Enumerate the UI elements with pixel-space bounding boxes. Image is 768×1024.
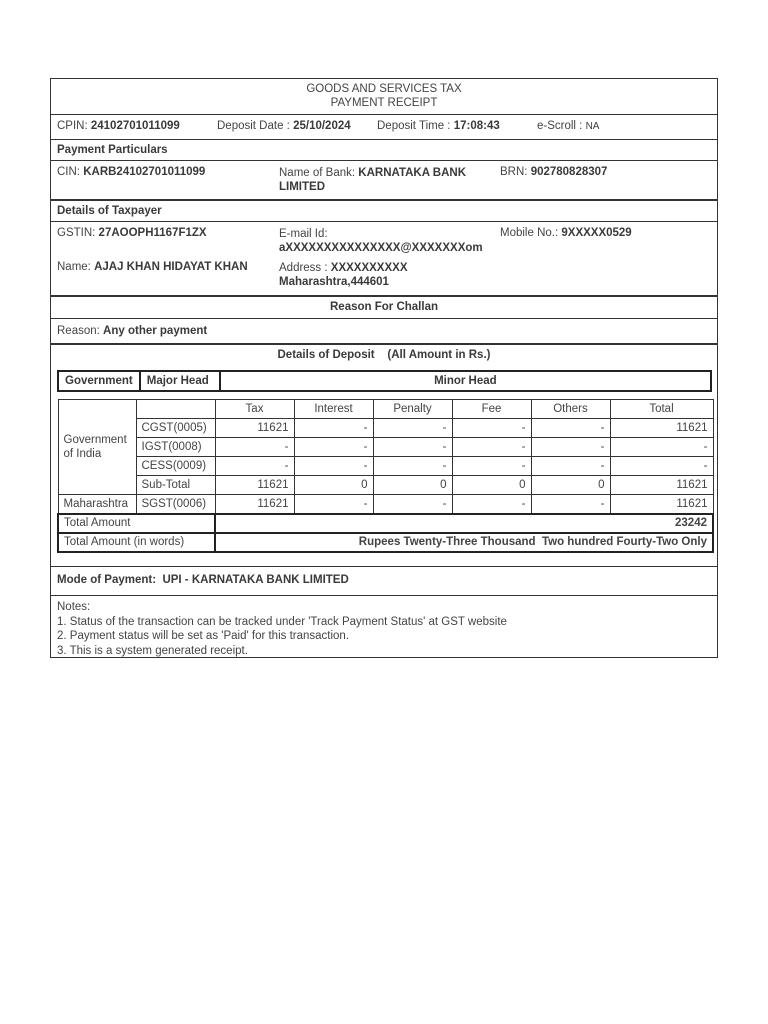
deposit-heading: Details of Deposit (All Amount in Rs.) xyxy=(277,349,491,361)
deposit-date-field: Deposit Date : 25/10/2024 xyxy=(217,120,351,132)
amount-in-words-label: Total Amount (in words) xyxy=(58,533,215,552)
reason-field: Reason: Any other payment xyxy=(57,325,208,337)
gstin-value: 27AOOPH1167F1ZX xyxy=(98,227,207,239)
payment-receipt xyxy=(50,78,718,658)
header-title: GOODS AND SERVICES TAX xyxy=(306,83,462,95)
mode-of-payment-value: UPI - KARNATAKA BANK LIMITED xyxy=(162,574,349,586)
address-field: Address : XXXXXXXXXX Maharashtra,444601 xyxy=(279,262,408,288)
taxpayer-name-value: AJAJ KHAN HIDAYAT KHAN xyxy=(94,261,248,273)
deposit-time-value: 17:08:43 xyxy=(453,120,500,132)
taxpayer-body xyxy=(51,222,717,297)
amount-in-words-row xyxy=(58,533,713,552)
note-item: 2. Payment status will be set as 'Paid' for this transaction. xyxy=(57,630,350,642)
taxpayer-name-field: Name: AJAJ KHAN HIDAYAT KHAN xyxy=(57,261,248,273)
cpin-field: CPIN: 24102701011099 xyxy=(57,120,180,132)
note-item: 1. Status of the transaction can be tracked under 'Track Payment Status' at GST website xyxy=(57,615,507,628)
escroll-field: e-Scroll : NA xyxy=(537,120,600,132)
gstin-field: GSTIN: 27AOOPH1167F1ZX xyxy=(57,227,207,239)
deposit-date-value: 25/10/2024 xyxy=(293,120,351,132)
challan-reason-row xyxy=(51,319,717,345)
address-value: XXXXXXXXXX xyxy=(330,262,408,274)
email-value: aXXXXXXXXXXXXXXX@XXXXXXXom xyxy=(279,242,483,254)
major-head-header: Major Head xyxy=(140,371,220,391)
header-subtitle: PAYMENT RECEIPT xyxy=(330,97,438,109)
bank-value: KARNATAKA BANK xyxy=(358,167,467,179)
deposit-table xyxy=(57,399,714,553)
total-amount-value: 23242 xyxy=(215,514,713,533)
payment-particulars-body xyxy=(51,161,717,201)
table-row: CGST(0005) 11621 - - - - 11621 xyxy=(58,419,713,438)
payment-particulars-heading: Payment Particulars xyxy=(51,140,717,161)
mobile-value: 9XXXXX0529 xyxy=(561,227,632,239)
col-header: Interest xyxy=(294,400,373,419)
escroll-value: NA xyxy=(585,121,600,132)
state-cell: Maharashtra xyxy=(58,495,136,514)
mobile-field: Mobile No.: 9XXXXX0529 xyxy=(500,227,632,239)
receipt-header xyxy=(51,79,717,115)
gov-india-cell: Government of India xyxy=(58,400,136,495)
notes-title: Notes: xyxy=(57,601,91,613)
col-header: Others xyxy=(531,400,610,419)
col-header: Tax xyxy=(215,400,294,419)
mode-of-payment-row: Mode of Payment: UPI - KARNATAKA BANK LIMITED xyxy=(51,567,717,596)
col-header: Total xyxy=(610,400,713,419)
email-field: E-mail Id: aXXXXXXXXXXXXXXX@XXXXXXXom xyxy=(279,228,483,254)
table-row: IGST(0008) - - - - - - xyxy=(58,438,713,457)
state-row: Maharashtra SGST(0006) 11621 - - - - 11621 xyxy=(58,495,713,514)
subtotal-row: Sub-Total 11621 0 0 0 0 11621 xyxy=(58,476,713,495)
cin-value: KARB24102701011099 xyxy=(83,166,206,178)
table-header-row xyxy=(58,400,713,419)
summary-row xyxy=(51,115,717,140)
bank-field: Name of Bank: KARNATAKA BANK LIMITED xyxy=(279,167,467,193)
taxpayer-heading: Details of Taxpayer xyxy=(51,201,717,222)
total-amount-label: Total Amount xyxy=(58,514,215,533)
amount-in-words-value: Rupees Twenty-Three Thousand Two hundred Fourty-Two Only xyxy=(215,533,713,552)
brn-field: BRN: 902780828307 xyxy=(500,166,608,178)
minor-head-header: Minor Head xyxy=(220,371,711,391)
note-item: 3. This is a system generated receipt. xyxy=(57,644,248,657)
government-header: Government xyxy=(58,371,140,391)
col-header: Penalty xyxy=(373,400,452,419)
cpin-value: 24102701011099 xyxy=(90,120,180,132)
deposit-time-field: Deposit Time : 17:08:43 xyxy=(377,120,500,132)
cin-field: CIN: KARB24102701011099 xyxy=(57,166,206,178)
deposit-head-table xyxy=(57,370,712,392)
reason-value: Any other payment xyxy=(103,325,208,337)
total-amount-row xyxy=(58,514,713,533)
table-row: CESS(0009) - - - - - - xyxy=(58,457,713,476)
challan-heading: Reason For Challan xyxy=(51,297,717,319)
col-header: Fee xyxy=(452,400,531,419)
notes xyxy=(57,600,507,658)
brn-value: 902780828307 xyxy=(530,166,608,178)
